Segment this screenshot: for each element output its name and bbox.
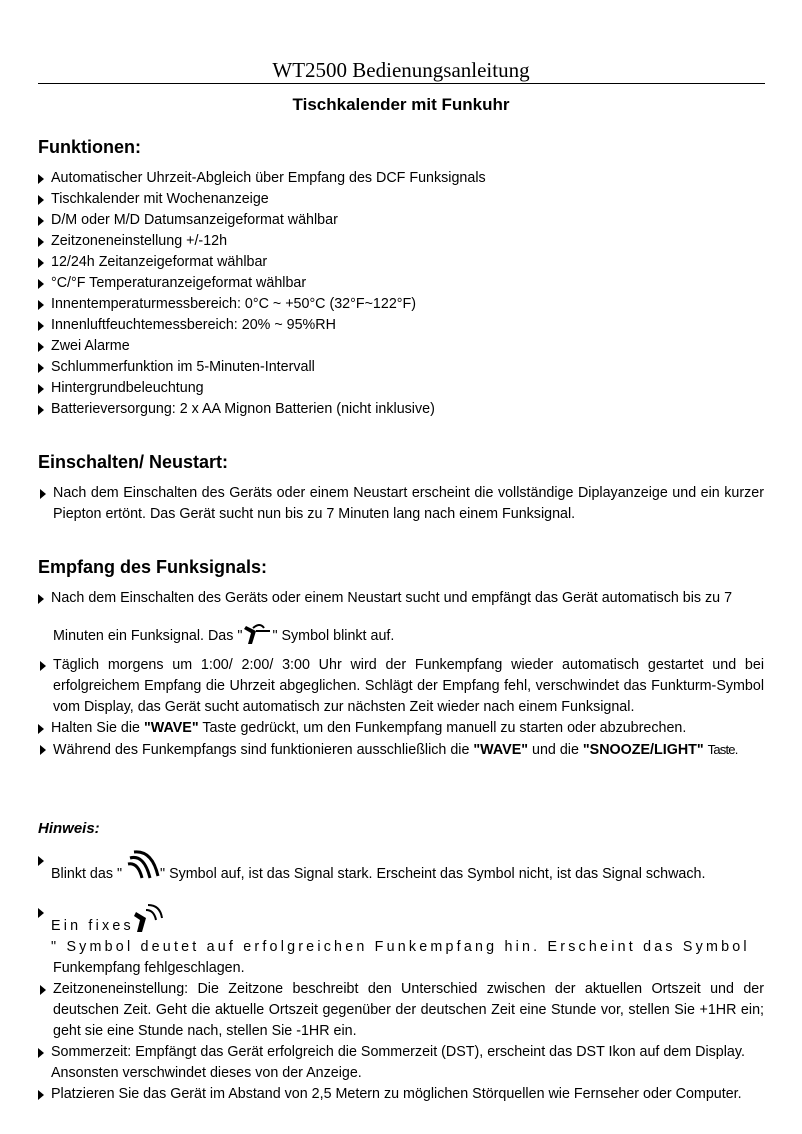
feature-item [38,378,764,399]
bullet-arrow-icon [38,237,44,247]
bullet-arrow-icon [38,1090,44,1100]
empfang-section [38,588,764,761]
feature-text: D/M oder M/D Datumsanzeigeformat wählbar [51,212,338,228]
bullet-arrow-icon [38,908,44,918]
signal-waves-icon [122,850,160,880]
feature-item [38,168,764,189]
bullet-arrow-icon [38,258,44,268]
feature-item [38,210,764,231]
bullet-arrow-icon [38,856,44,866]
einschalten-section [38,483,764,525]
feature-text: Tischkalender mit Wochenanzeige [51,191,269,207]
bullet-arrow-icon [40,745,46,755]
heading-funktionen: Funktionen: [38,137,141,157]
bullet-arrow-icon [40,489,46,499]
list-item: Während des Funkempfangs sind funktionieren ausschließlich die "WAVE" und die "SNOOZE/LIGHT" Taste. [38,739,764,761]
feature-item [38,399,764,420]
feature-item [38,315,764,336]
feature-text: Schlummerfunktion im 5-Minuten-Intervall [51,359,315,375]
heading-einschalten: Einschalten/ Neustart: [38,452,229,472]
bullet-arrow-icon [38,279,44,289]
list-item: Platzieren Sie das Gerät im Abstand von 2,5 Metern zu möglichen Störquellen wie Fernseher oder Computer. [38,1084,764,1105]
heading-empfang: Empfang des Funksignals: [38,557,268,577]
feature-text: Innentemperaturmessbereich: 0°C ~ +50°C (32°F~122°F) [51,296,416,312]
feature-text: Innenluftfeuchtemessbereich: 20% ~ 95%RH [51,317,336,333]
bullet-arrow-icon [38,1048,44,1058]
list-item-cont: Minuten ein Funksignal. Das " " Symbol blinkt auf. [38,622,764,647]
list-item: Halten Sie die "WAVE" Taste gedrückt, um den Funkempfang manuell zu starten oder abzubrechen. [38,718,764,739]
feature-item [38,357,764,378]
bullet-arrow-icon [38,321,44,331]
feature-item [38,336,764,357]
feature-item [38,189,764,210]
bullet-arrow-icon [38,174,44,184]
feature-item [38,252,764,273]
list-item-cont: Funkempfang fehlgeschlagen. [53,960,245,976]
feature-item [38,273,764,294]
feature-text: °C/°F Temperaturanzeigeformat wählbar [51,275,307,291]
radio-tower-signal-icon [134,902,164,932]
list-item: Ein fixes " Symbol deutet auf erfolgreichen Funkempfang hin. Erscheint das Symbol [38,902,764,958]
bullet-arrow-icon [40,985,46,995]
feature-text: Zwei Alarme [51,338,130,354]
heading-hinweis: Hinweis: [38,820,100,837]
bullet-arrow-icon [38,384,44,394]
feature-text: Automatischer Uhrzeit-Abgleich über Empfang des DCF Funksignals [51,170,486,186]
bullet-arrow-icon [38,216,44,226]
feature-item [38,231,764,252]
bullet-arrow-icon [38,300,44,310]
bullet-arrow-icon [38,405,44,415]
feature-text: 12/24h Zeitanzeigeformat wählbar [51,254,268,270]
list-item: Nach dem Einschalten des Geräts oder einem Neustart erscheint die vollständige Diplayanzeige und ein kurzer Piepton ertönt. Das Gerät sucht nun bis zu 7 Minuten lang nach einem Funksignal. [38,483,764,525]
bullet-arrow-icon [40,661,46,671]
document-subtitle: Tischkalender mit Funkuhr [292,95,510,114]
list-item: Zeitzoneneinstellung: Die Zeitzone beschreibt den Unterschied zwischen der aktuellen Ortszeit und der deutschen Zeit. Geht die aktuelle Ortszeit gegenüber der deutschen Zeit eine Stunde vor, stellen Sie +1HR ein; geht sie eine Stunde nach, stellen Sie -1HR ein. [38,979,764,1042]
feature-text: Zeitzoneneinstellung +/-12h [51,233,228,249]
bullet-arrow-icon [38,195,44,205]
hinweis-section [38,850,764,1105]
list-item: Nach dem Einschalten des Geräts oder einem Neustart sucht und empfängt das Gerät automatisch bis zu 7 [38,588,764,609]
document-title: WT2500 Bedienungsanleitung [272,58,530,82]
list-item: Täglich morgens um 1:00/ 2:00/ 3:00 Uhr wird der Funkempfang wieder automatisch gestartet und bei erfolgreichem Empfang die Uhrzeit abgeglichen. Schlägt der Empfang fehl, verschwindet das Funkturm-Symbol vom Display, das Gerät sucht automatisch zur nächsten Zeit wieder nach einem Funksignal. [38,655,764,718]
feature-item [38,294,764,315]
feature-text: Hintergrundbeleuchtung [51,380,204,396]
list-item: Blinkt das " " Symbol auf, ist das Signal stark. Erscheint das Symbol nicht, ist das Signal schwach. [38,850,764,885]
radio-tower-icon [242,622,272,644]
list-item: Sommerzeit: Empfängt das Gerät erfolgreich die Sommerzeit (DST), erscheint das DST Ikon auf dem Display. Ansonsten verschwindet dieses von der Anzeige. [38,1042,764,1084]
feature-text: Batterieversorgung: 2 x AA Mignon Batterien (nicht inklusive) [51,401,435,417]
header-rule [38,83,765,84]
bullet-arrow-icon [38,342,44,352]
bullet-arrow-icon [38,724,44,734]
bullet-arrow-icon [38,363,44,373]
bullet-arrow-icon [38,594,44,604]
features-list [38,168,764,420]
